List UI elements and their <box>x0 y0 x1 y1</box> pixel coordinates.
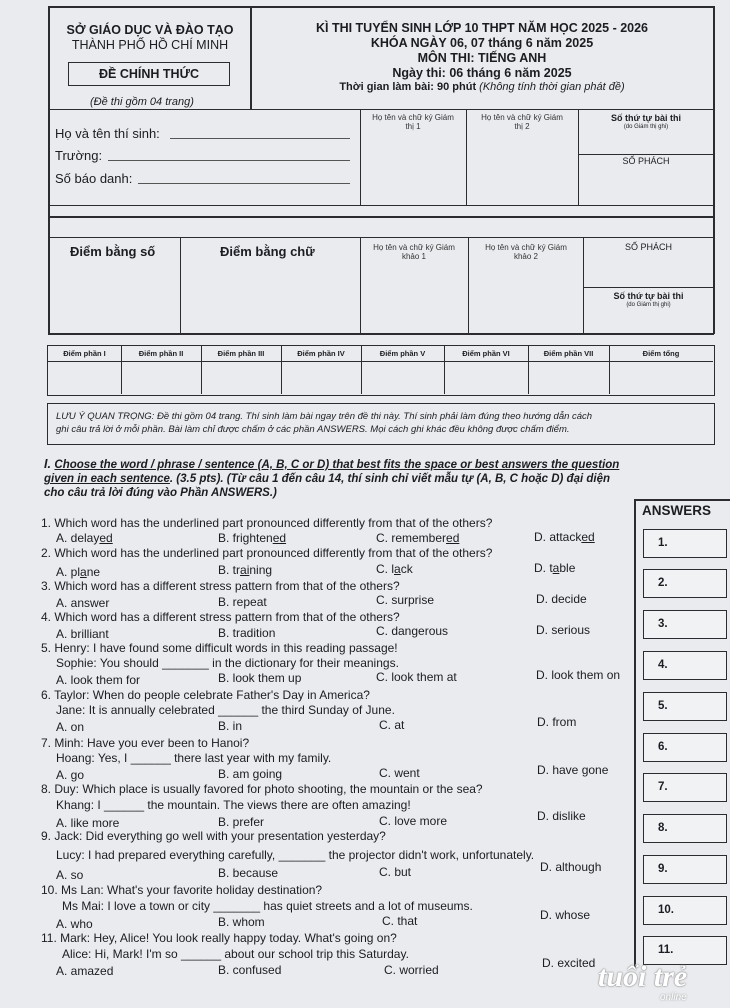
part6-header: Điểm phần VI <box>462 349 510 358</box>
part4-header: Điểm phần IV <box>297 349 345 358</box>
q6-option-d: D. from <box>537 715 577 729</box>
q3-option-d: D. decide <box>536 592 587 606</box>
part1-header: Điểm phần I <box>63 349 106 358</box>
question-8-line1: 8. Duy: Which place is usually favored for photo shooting, the mountain or the sea? <box>41 782 483 796</box>
q8-option-a: A. like more <box>56 816 120 830</box>
q3-option-a: A. answer <box>56 596 110 610</box>
q7-option-b: B. am going <box>218 767 283 781</box>
answer-slot-7[interactable]: 7. <box>643 773 727 802</box>
answer-slot-11[interactable]: 11. <box>643 936 727 965</box>
dept-line1: SỞ GIÁO DỤC VÀ ĐÀO TẠO <box>66 23 234 37</box>
q8-option-b: B. prefer <box>218 815 265 829</box>
exam-title: KÌ THI TUYỂN SINH LỚP 10 THPT NĂM HỌC 2025 - 2026 <box>315 21 649 35</box>
q5-option-b: B. look them up <box>218 671 302 685</box>
part5-header: Điểm phần V <box>379 349 426 358</box>
parts-table <box>47 345 715 396</box>
part3-header: Điểm phần III <box>217 349 265 358</box>
q7-option-d: D. have gone <box>537 763 609 777</box>
q6-option-c: C. at <box>379 718 405 732</box>
q2-option-a: A. plane <box>56 565 101 579</box>
q3-option-b: B. repeat <box>218 595 267 609</box>
exam-date: Ngày thi: 06 tháng 6 năm 2025 <box>392 66 572 80</box>
q10-option-a: A. who <box>56 917 93 931</box>
q9-option-d: D. although <box>540 860 602 874</box>
notice-line1: LƯU Ý QUAN TRỌNG: Đề thi gồm 04 trang. Thí sinh làm bài ngay trên đề thi này. Thí sinh phải làm đúng theo hướng dẫn cách <box>56 411 593 422</box>
answer-slot-5[interactable]: 5. <box>643 692 727 721</box>
question-2: 2. Which word has the underlined part pronounced differently from that of the others? <box>41 546 493 560</box>
answer-slot-3[interactable]: 3. <box>643 610 727 639</box>
score-order-note: (do Giám thị ghi) <box>626 302 671 308</box>
question-7-line2: Hoang: Yes, I ______ there last year with my family. <box>56 751 332 765</box>
answer-slot-10[interactable]: 10. <box>643 896 727 925</box>
watermark-sub: online <box>660 992 687 1003</box>
q1-option-d: D. attacked <box>534 530 595 544</box>
pages-note: (Đề thi gồm 04 trang) <box>90 96 194 108</box>
question-5-line1: 5. Henry: I have found some difficult words in this reading passage! <box>41 641 398 655</box>
question-7-line1: 7. Minh: Have you ever been to Hanoi? <box>41 736 250 750</box>
session-date: KHÓA NGÀY 06, 07 tháng 6 năm 2025 <box>370 36 594 50</box>
score-number-label: Điểm bằng số <box>70 244 156 259</box>
watermark-logo: tuổi trẻ <box>598 960 688 993</box>
section1-line2b: . (3.5 pts). (Từ câu 1 đến câu 14, thí sinh chỉ viết mẫu tự (A, B, C hoặc D) đại diện <box>169 473 610 485</box>
question-6-line1: 6. Taylor: When do people celebrate Father's Day in America? <box>41 688 370 702</box>
exam-time <box>252 81 712 93</box>
examiner1-label: Họ tên và chữ ký Giám khảo 1 <box>373 243 455 261</box>
important-notice <box>47 403 715 445</box>
q2-option-c: C. lack <box>376 562 413 576</box>
answer-slot-6[interactable]: 6. <box>643 733 727 762</box>
q9-option-b: B. because <box>218 866 279 880</box>
q11-option-c: C. worried <box>384 963 439 977</box>
score-code-label: SỐ PHÁCH <box>624 242 672 252</box>
answer-slot-1[interactable]: 1. <box>643 529 727 558</box>
q6-option-b: B. in <box>218 719 243 733</box>
q2-option-d: D. table <box>534 561 576 575</box>
section1-line3: cho câu trả lời đúng vào Phần ANSWERS.) <box>44 487 277 499</box>
question-11-line2: Alice: Hi, Mark! I'm so ______ about our school trip this Saturday. <box>62 947 409 961</box>
question-1: 1. Which word has the underlined part pronounced differently from that of the others? <box>41 516 493 530</box>
q10-option-d: D. whose <box>540 908 591 922</box>
q4-option-c: C. dangerous <box>376 624 449 638</box>
total-header: Điểm tổng <box>642 349 680 358</box>
q10-option-b: B. whom <box>218 915 265 929</box>
notice-line2: ghi câu trả lời ở mỗi phần. Bài làm chỉ được chấm ở các phần ANSWERS. Mọi cách ghi khác đều không được chấm điểm. <box>56 424 570 435</box>
question-8-line2: Khang: I ______ the mountain. The views there are often amazing! <box>56 798 411 812</box>
school-label: Trường: <box>55 148 103 163</box>
q4-option-b: B. tradition <box>218 626 276 640</box>
section1-line2a: given in each sentence <box>44 473 170 485</box>
answer-slot-4[interactable]: 4. <box>643 651 727 680</box>
q5-option-a: A. look them for <box>56 673 141 687</box>
q11-option-a: A. amazed <box>56 964 114 978</box>
question-10-line1: 10. Ms Lan: What's your favorite holiday destination? <box>41 883 323 897</box>
time-prefix: Thời gian làm bài: 90 phút <box>339 81 477 93</box>
order-label: Số thứ tự bài thi <box>610 113 682 123</box>
candidate-name-label: Họ và tên thí sinh: <box>55 126 160 141</box>
q11-option-d: D. excited <box>542 956 596 970</box>
section1-instructions <box>44 457 728 500</box>
question-9-line1: 9. Jack: Did everything go well with your presentation yesterday? <box>41 829 386 843</box>
q6-option-a: A. on <box>56 720 85 734</box>
q1-option-a: A. delayed <box>56 531 113 545</box>
answers-title: ANSWERS <box>642 503 712 518</box>
part2-header: Điểm phần II <box>138 349 184 358</box>
question-9-line2: Lucy: I had prepared everything carefully, _______ the projector didn't work, unfortunately. <box>56 848 535 862</box>
q7-option-c: C. went <box>379 766 420 780</box>
q7-option-a: A. go <box>56 768 85 782</box>
q8-option-d: D. dislike <box>537 809 586 823</box>
question-10-line2: Ms Mai: I love a town or city _______ has quiet streets and a lot of museums. <box>62 899 473 913</box>
q10-option-c: C. that <box>382 914 418 928</box>
invigilator2-label: Họ tên và chữ ký Giám thị 2 <box>481 113 563 131</box>
q4-option-d: D. serious <box>536 623 591 637</box>
score-order-label: Số thứ tự bài thi <box>613 291 684 301</box>
q5-option-d: D. look them on <box>536 668 621 682</box>
section1-line1: Choose the word / phrase / sentence (A, B, C or D) that best fits the space or best answers the question <box>54 459 620 471</box>
question-11-line1: 11. Mark: Hey, Alice! You look really happy today. What's going on? <box>41 931 397 945</box>
q9-option-c: C. but <box>379 865 412 879</box>
question-6-line2: Jane: It is annually celebrated ______ the third Sunday of June. <box>56 703 395 717</box>
dept-line2: THÀNH PHỐ HỒ CHÍ MINH <box>71 38 229 52</box>
candidate-id-label: Số báo danh: <box>55 171 133 186</box>
code-label: SỐ PHÁCH <box>622 156 670 166</box>
official-badge: ĐỀ CHÍNH THỨC <box>68 62 230 86</box>
question-4: 4. Which word has a different stress pattern from that of the others? <box>41 610 400 624</box>
q1-option-c: C. remembered <box>376 531 460 545</box>
q9-option-a: A. so <box>56 868 84 882</box>
q4-option-a: A. brilliant <box>56 627 109 641</box>
q11-option-b: B. confused <box>218 963 282 977</box>
subject-title: MÔN THI: TIẾNG ANH <box>417 51 547 65</box>
answer-slot-8[interactable]: 8. <box>643 814 727 843</box>
examiner2-label: Họ tên và chữ ký Giám khảo 2 <box>485 243 567 261</box>
answer-slot-9[interactable]: 9. <box>643 855 727 884</box>
q1-option-b: B. frightened <box>218 531 287 545</box>
answer-slot-2[interactable]: 2. <box>643 569 727 598</box>
part7-header: Điểm phần VII <box>543 349 594 358</box>
question-3: 3. Which word has a different stress pattern from that of the others? <box>41 579 400 593</box>
q5-option-c: C. look them at <box>376 670 457 684</box>
section1-roman: I. <box>44 457 55 471</box>
invigilator1-label: Họ tên và chữ ký Giám thị 1 <box>372 113 454 131</box>
question-5-line2: Sophie: You should _______ in the dictionary for their meanings. <box>56 656 399 670</box>
q8-option-c: C. love more <box>379 814 448 828</box>
order-note: (do Giám thị ghi) <box>623 124 669 130</box>
q2-option-b: B. training <box>218 563 273 577</box>
score-words-label: Điểm bằng chữ <box>220 244 315 259</box>
time-note: (Không tính thời gian phát đề) <box>479 81 625 93</box>
q3-option-c: C. surprise <box>376 593 435 607</box>
